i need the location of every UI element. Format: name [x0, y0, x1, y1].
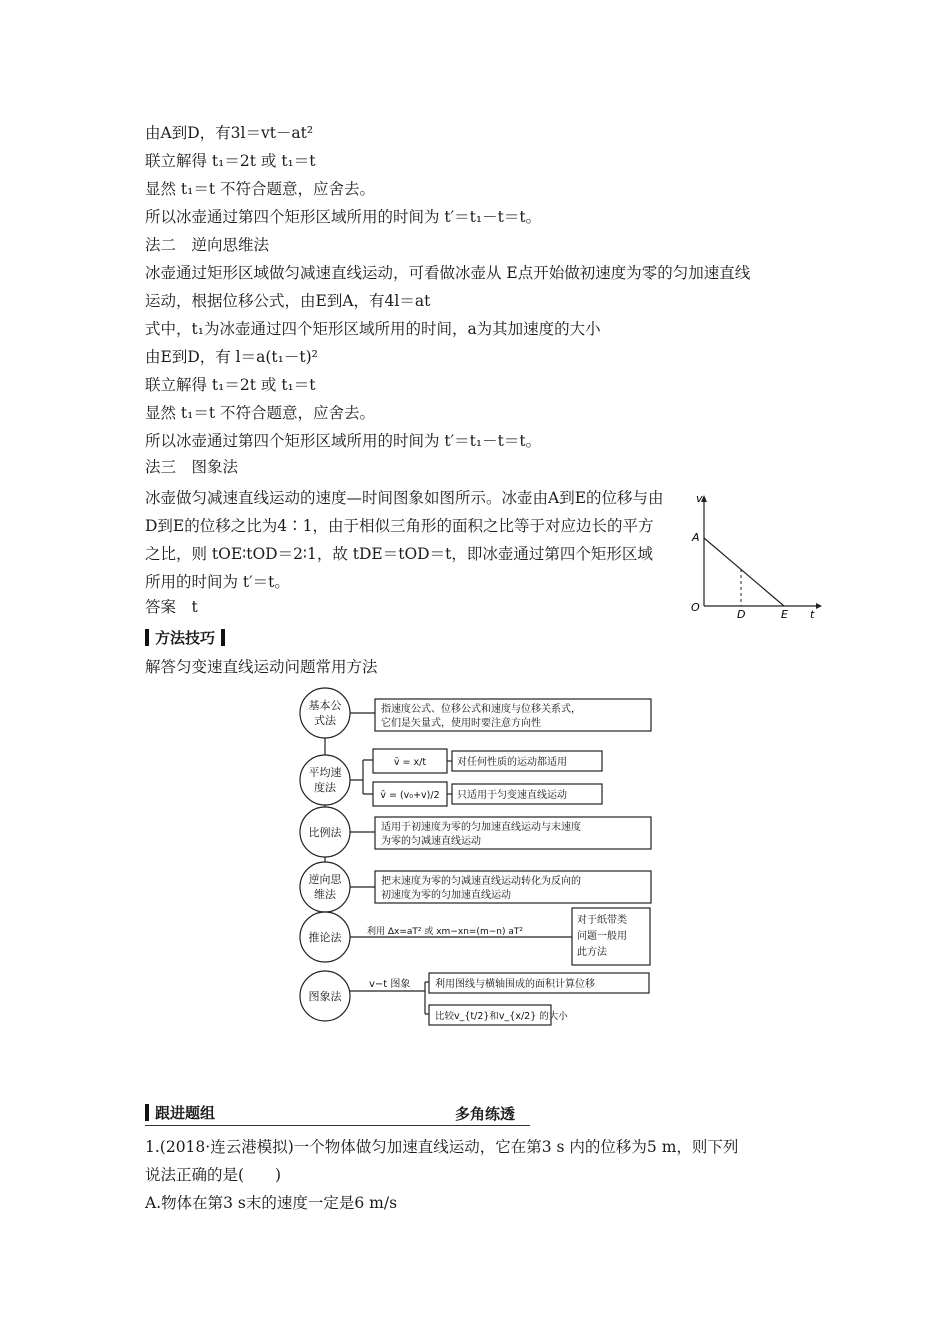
text-line: 运动，根据位移公式，由E到A，有4l＝at	[145, 292, 431, 310]
method-desc: 它们是矢量式，使用时要注意方向性	[381, 718, 541, 729]
axis-t-label: t	[810, 608, 815, 620]
methods-diagram	[295, 686, 665, 1026]
question-line: 1.(2018·连云港模拟)一个物体做匀加速直线运动，它在第3 s 内的位移为5 m，则下列	[145, 1138, 739, 1156]
method-name: 图象法	[308, 990, 342, 1003]
text-line: 联立解得 t₁＝2t 或 t₁＝t	[145, 376, 316, 394]
vt-graph	[688, 490, 823, 620]
t-axis-arrow	[816, 603, 822, 609]
method-name: 比例法	[308, 826, 342, 839]
tips-title: 方法技巧	[155, 629, 216, 647]
heading-bar	[221, 629, 225, 646]
formula-text: v̄ = (v₀+v)/2	[380, 790, 440, 801]
method-desc: 为零的匀减速直线运动	[381, 836, 481, 847]
method-name: 维法	[314, 888, 336, 901]
method-circle	[300, 862, 350, 912]
method-desc: 比较v_{t/2}和v_{x/2} 的大小	[435, 1011, 568, 1022]
text-line: 联立解得 t₁＝2t 或 t₁＝t	[145, 152, 316, 170]
practice-heading	[145, 1102, 215, 1123]
question-line: 说法正确的是( )	[145, 1166, 282, 1184]
method-circle	[300, 755, 350, 805]
method-name: 推论法	[308, 931, 342, 944]
method-desc: 初速度为零的匀加速直线运动	[381, 890, 511, 901]
axis-v-label: v	[696, 492, 703, 505]
method-circle	[300, 688, 350, 738]
heading-bar	[145, 629, 149, 646]
method-desc: 问题一般用	[577, 931, 627, 942]
method-name: 式法	[314, 714, 336, 727]
velocity-line	[704, 538, 784, 606]
practice-title: 跟进题组	[155, 1104, 216, 1122]
method3-paragraph: 冰壶做匀减速直线运动的速度—时间图象如图所示。冰壶由A到E的位移与由D到E的位移之比为4∶1，由于相似三角形的面积之比等于对应边长的平方之比，则 tOE∶tOD＝2∶1，故 tDE＝tOD＝t，即冰壶通过第四个矩形区域所用的时间为 t′＝t。	[145, 489, 664, 591]
answer-option: A.物体在第3 s末的速度一定是6 m/s	[145, 1194, 398, 1212]
practice-subtitle: 多角练透	[455, 1105, 516, 1123]
answer-line: 答案 t	[145, 598, 198, 616]
text-line: 显然 t₁＝t 不符合题意，应舍去。	[145, 180, 376, 198]
text-line: 显然 t₁＝t 不符合题意，应舍去。	[145, 404, 376, 422]
method-desc: 对任何性质的运动都适用	[457, 757, 567, 768]
method-desc: 指速度公式、位移公式和速度与位移关系式，	[381, 704, 581, 715]
text-line: 式中，t₁为冰壶通过四个矩形区域所用的时间，a为其加速度的大小	[145, 320, 601, 338]
method-desc: 此方法	[577, 947, 607, 958]
point-d-label: D	[737, 608, 746, 620]
formula-text: v−t 图象	[369, 979, 411, 990]
formula-text: v̄ = x/t	[393, 757, 427, 768]
section-rule	[145, 1125, 530, 1126]
point-e-label: E	[781, 608, 788, 620]
method-name: 逆向思	[308, 873, 342, 886]
method-desc: 适用于初速度为零的匀加速直线运动与末速度	[381, 822, 581, 833]
method-heading: 法二 逆向思维法	[145, 236, 270, 254]
text-line: 由E到D，有 l＝a(t₁－t)²	[145, 348, 318, 366]
heading-bar	[145, 1104, 149, 1121]
method-desc: 只适用于匀变速直线运动	[457, 790, 567, 801]
origin-label: O	[691, 601, 700, 614]
method-name: 基本公	[308, 699, 342, 712]
method-desc: 对于纸带类	[577, 915, 627, 926]
method-desc: 利用图线与横轴围成的面积计算位移	[435, 979, 595, 990]
method-desc: 把末速度为零的匀减速直线运动转化为反向的	[381, 876, 581, 887]
text-line: 由A到D，有3l＝vt－at²	[145, 124, 314, 142]
method-heading: 法三 图象法	[145, 458, 239, 476]
text-line: 所以冰壶通过第四个矩形区域所用的时间为 t′＝t₁－t＝t。	[145, 432, 542, 450]
tips-intro: 解答匀变速直线运动问题常用方法	[145, 658, 378, 676]
point-a-label: A	[692, 531, 700, 544]
text-line: 冰壶通过矩形区域做匀减速直线运动，可看做冰壶从 E点开始做初速度为零的匀加速直线	[145, 264, 751, 282]
method-name: 平均速	[308, 766, 342, 779]
formula-text: 利用 Δx=aT² 或 xm−xn=(m−n) aT²	[367, 927, 523, 937]
tips-heading	[145, 627, 225, 648]
method-name: 度法	[314, 781, 336, 794]
text-line: 所以冰壶通过第四个矩形区域所用的时间为 t′＝t₁－t＝t。	[145, 208, 542, 226]
